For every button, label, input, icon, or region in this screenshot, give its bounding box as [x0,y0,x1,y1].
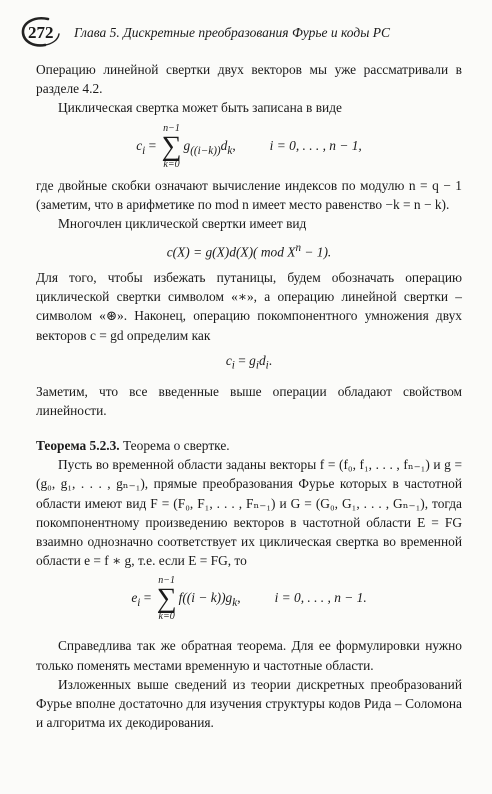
summation-sign: n−1 ∑ k=0 [156,575,177,623]
paragraph-theorem-statement: Пусть во временной области заданы векторы f = (f₀, f₁, . . . , fₙ₋₁) и g = (g₀, g₁, . . . , gₙ₋₁), прямые преобразования Фурье которых в частотной области имеют вид F = (F₀, F₁, . . . , Fₙ₋₁) и G = (G₀, G₁, . . . , Gₙ₋₁), тогда покомпонентному произведению векторов в частотной области E = FG взаимно однозначно соответствует их циклическая свертка во временной области e = f ∗ g, т.е. если E = FG, то [36,457,462,569]
theorem-heading [36,436,462,455]
paragraph-inverse-theorem: Справедлива так же обратная теорема. Для ее формулировки нужно только поменять местами временную и частотные области. [36,638,462,673]
theorem-label: Теорема 5.2.3. [36,437,120,453]
summation-sign: n−1 ∑ k=0 [161,122,182,170]
paragraph-index-modulo: где двойные скобки означают вычисление индексов по модулю n = q − 1 (заметим, что в арифметике по mod n имеет место равенство −k = n − k). [36,177,462,212]
formula-cyclic-convolution: $c_i$ = n−1 ∑ k=0 $g_{((i-k))}d_k$, i = 0, . . . , n − 1, [136,122,362,170]
paragraph-conclusion: Изложенных выше сведений из теории дискретных преобразований Фурье вполне достаточно для изучения структуры кодов Рида – Соломона и алгоритма их декодирования. [36,676,462,731]
paragraph-convolution-symbols: Для того, чтобы избежать путаницы, будем обозначать операцию циклической свертки символом «∗», а операцию линейной свертки – символом «⊛». Наконец, операцию покомпонентного умножения двух векторов c = gd определим как [36,269,462,343]
page-body [36,60,462,732]
paragraph-cyclic-polynomial: Многочлен циклической свертки имеет вид [58,216,307,232]
page-header [18,14,474,50]
formula-convolution-theorem: $e_i$ = n−1 ∑ k=0 $f((i - k))g_k$, i = 0, . . . , n − 1. [131,575,367,623]
page-number-badge [18,14,62,50]
paragraph-cyclic-intro: Циклическая свертка может быть записана в виде [58,100,342,116]
formula-componentwise-product: $c_i = g_id_i$. [225,352,273,372]
paragraph-linear-convolution: Операцию линейной свертки двух векторов мы уже рассматривали в разделе 4.2. [36,62,462,97]
page-number: 272 [28,23,54,42]
running-title: Глава 5. Дискретные преобразования Фурье и коды РС [74,25,390,40]
theorem-title: Теорема о свертке. [123,437,230,453]
formula-cyclic-polynomial: c(X) = g(X)d(X)( mod $X^n - 1$). [166,242,332,260]
paragraph-linearity: Заметим, что все введенные выше операции обладают свойством линейности. [36,383,462,418]
